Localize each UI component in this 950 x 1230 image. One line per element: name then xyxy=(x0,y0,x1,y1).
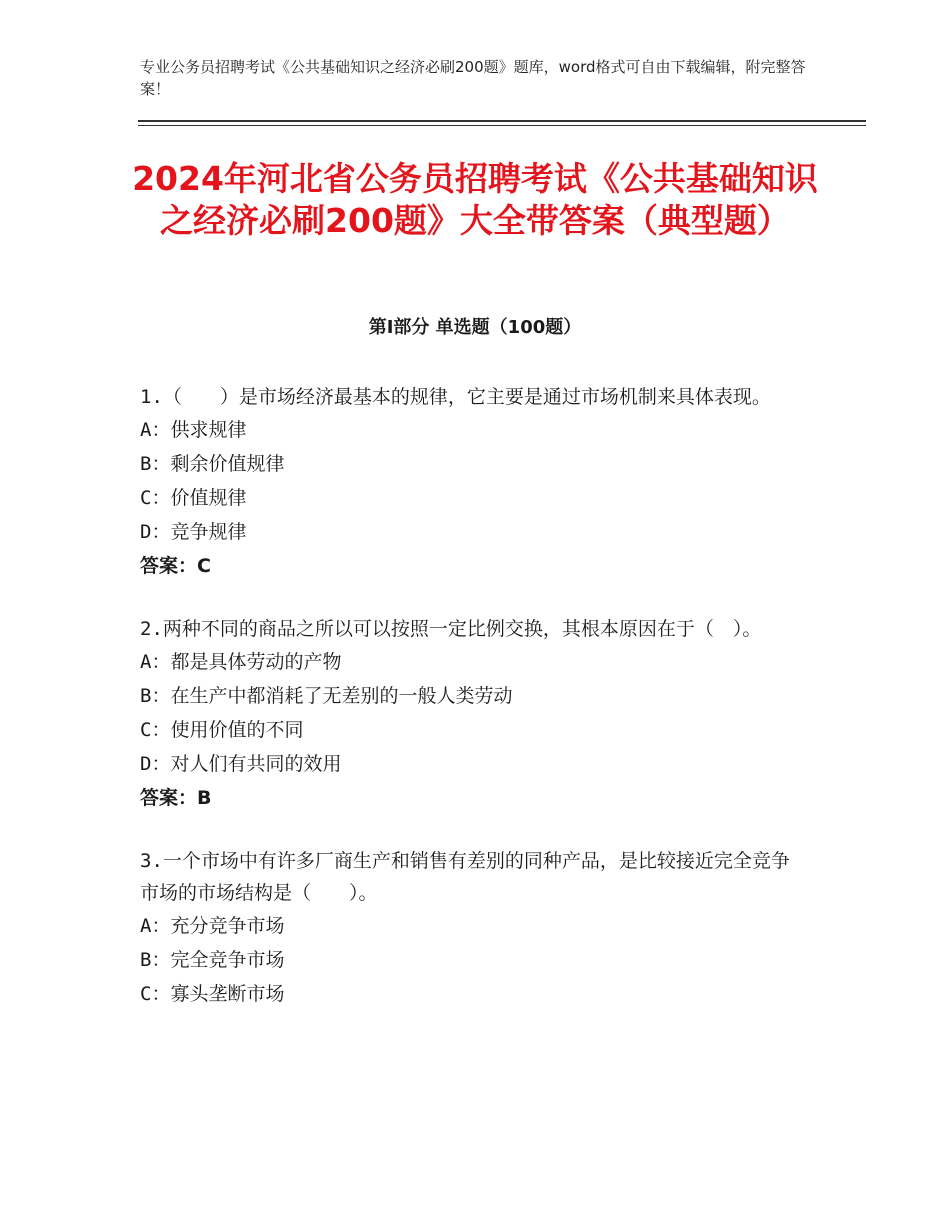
option-c: C：价值规律 xyxy=(140,487,247,509)
question-stem: 3.一个市场中有许多厂商生产和销售有差别的同种产品，是比较接近完全竞争市场的市场结构是（ ）。 xyxy=(140,850,790,904)
question-3 xyxy=(140,845,800,1011)
option-c: C：使用价值的不同 xyxy=(140,719,304,741)
header-rule-thick xyxy=(138,120,866,122)
option-a: A：供求规律 xyxy=(140,419,247,441)
option-b: B：完全竞争市场 xyxy=(140,949,285,971)
option-d: D：对人们有共同的效用 xyxy=(140,753,342,775)
header-note: 专业公务员招聘考试《公共基础知识之经济必刷200题》题库，word格式可自由下载编辑，附完整答案！ xyxy=(140,58,806,98)
header-rule-thin xyxy=(138,125,866,126)
option-c: C：寡头垄断市场 xyxy=(140,983,285,1005)
option-d: D：竞争规律 xyxy=(140,521,247,543)
option-b: B：剩余价值规律 xyxy=(140,453,285,475)
question-stem: 1.（ ）是市场经济最基本的规律，它主要是通过市场机制来具体表现。 xyxy=(140,386,771,408)
document-title: 2024年河北省公务员招聘考试《公共基础知识之经济必刷200题》大全带答案（典型题） xyxy=(132,159,818,240)
question-2 xyxy=(140,613,800,815)
section-heading: 第Ⅰ部分 单选题（100题） xyxy=(368,317,582,338)
question-list xyxy=(140,381,800,1041)
option-a: A：都是具体劳动的产物 xyxy=(140,651,342,673)
question-stem: 2.两种不同的商品之所以可以按照一定比例交换，其根本原因在于（ ）。 xyxy=(140,618,762,640)
answer-line: 答案：B xyxy=(140,787,212,809)
option-a: A：充分竞争市场 xyxy=(140,915,285,937)
question-1 xyxy=(140,381,800,583)
option-b: B：在生产中都消耗了无差别的一般人类劳动 xyxy=(140,685,513,707)
answer-line: 答案：C xyxy=(140,555,211,577)
